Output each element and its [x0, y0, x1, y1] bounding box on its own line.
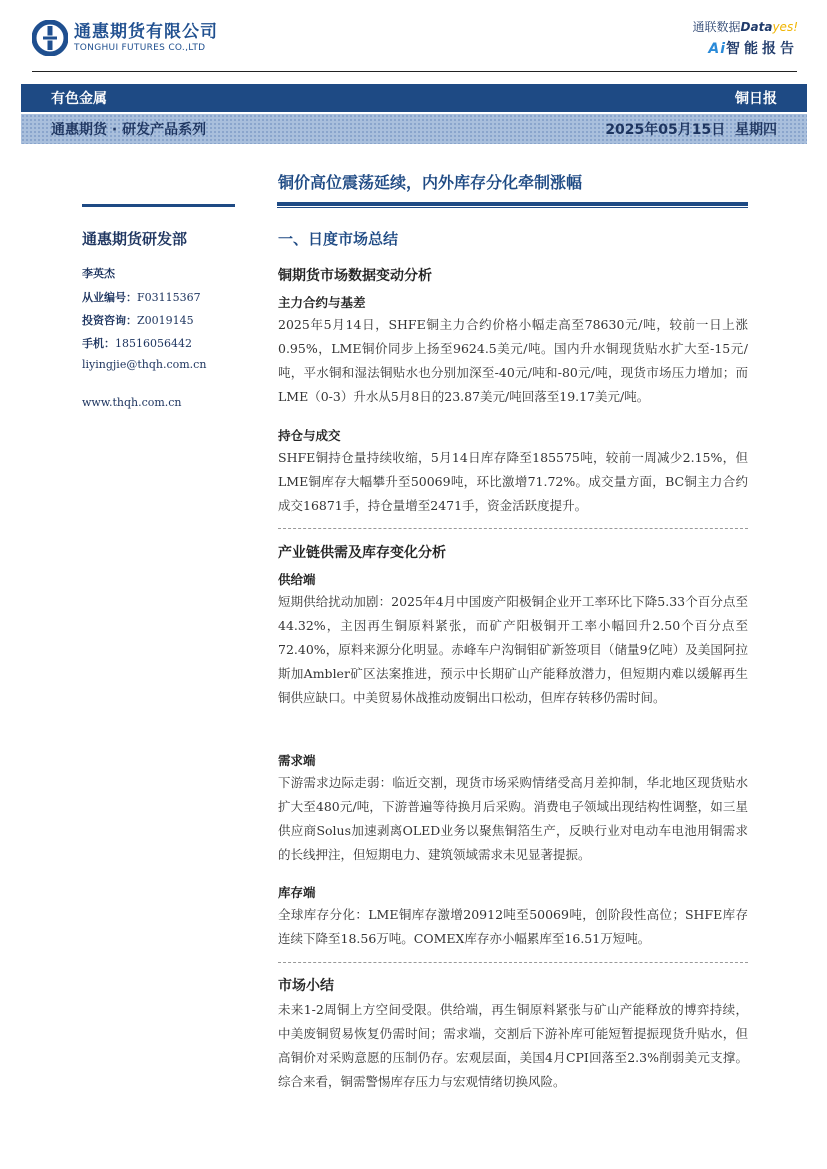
brand-data: Data	[740, 20, 773, 34]
basis-paragraph: 2025年5月14日，SHFE铜主力合约价格小幅走高至78630元/吨，较前一日上涨0.95%，LME铜价同步上扬至9624.5美元/吨。国内升水铜现货贴水扩大至-15元/吨，平水铜和湿法铜贴水也分别加深至-40元/吨和-80元/吨，现货市场压力增加；而LME（0-3）升水从5月8日的23.87美元/吨回落至19.17美元/吨。	[278, 317, 748, 404]
company-logo-icon	[32, 20, 68, 56]
department-name: 通惠期货研发部	[82, 230, 188, 248]
report-type-label: 铜日报	[735, 91, 777, 107]
analyst-name: 李英杰	[82, 267, 115, 280]
position-paragraph: SHFE铜持仓量持续收缩，5月14日库存降至185575吨，较前一周减少2.15%，但LME铜库存大幅攀升至50069吨，环比激增71.72%。成交量方面，BC铜主力合约成交16871手，持仓量增至2471手，资金活跃度提升。	[278, 450, 748, 513]
supply-paragraph: 短期供给扰动加剧：2025年4月中国废产阳极铜企业开工率环比下降5.33个百分点至44.32%，主因再生铜原料紧张，而矿产阳极铜开工率小幅回升2.50个百分点至72.40%，原料来源分化明显。赤峰车户沟铜钼矿新签项目（储量9亿吨）及美国阿拉斯加Ambler矿区法案推进，预示中长期矿山产能释放潜力，但短期内难以缓解再生铜供应缺口。中美贸易休战推动废铜出口松动，但库存转移仍需时间。	[278, 594, 748, 705]
sidebar-divider	[82, 204, 235, 207]
datayes-brand	[693, 20, 798, 59]
series-band	[21, 114, 807, 144]
inventory-paragraph: 全球库存分化：LME铜库存激增20912吨至50069吨，创阶段性高位；SHFE库存连续下降至18.56万吨。COMEX库存亦小幅累库至16.51万短吨。	[278, 907, 748, 946]
title-underline-thin	[277, 207, 748, 208]
basis-heading: 主力合约与基差	[278, 295, 366, 310]
dashed-divider	[278, 528, 748, 529]
inventory-heading: 库存端	[278, 885, 316, 900]
category-band	[21, 84, 807, 112]
website-link[interactable]: www.thqh.com.cn	[82, 396, 182, 409]
company-logo	[32, 20, 218, 56]
email-link[interactable]: liyingjie@thqh.com.cn	[82, 358, 207, 371]
header-divider	[32, 71, 797, 72]
brand-report-label: 智能报告	[726, 41, 798, 57]
report-date: 2025年05月15日 星期四	[605, 122, 777, 138]
title-underline	[277, 202, 748, 206]
company-name-cn: 通惠期货有限公司	[74, 22, 218, 42]
phone-number: 手机：18516056442	[82, 337, 192, 350]
company-name-en: TONGHUI FUTURES CO.,LTD	[74, 43, 206, 53]
position-heading: 持仓与成交	[278, 428, 341, 443]
subsection-market-data: 铜期货市场数据变动分析	[278, 268, 432, 284]
supply-heading: 供给端	[278, 572, 316, 587]
license-number: 从业编号：F03115367	[82, 291, 201, 304]
category-label: 有色金属	[51, 91, 107, 107]
demand-heading: 需求端	[278, 753, 316, 768]
demand-paragraph: 下游需求边际走弱：临近交割，现货市场采购情绪受高月差抑制，华北地区现货贴水扩大至480元/吨，下游普遍等待换月后采购。消费电子领域出现结构性调整，如三星供应商Solus加速剥离OLED业务以聚焦铜箔生产，反映行业对电动车电池用铜需求的长线押注，但短期电力、建筑领域需求未见显著提振。	[278, 775, 748, 862]
brand-yes: yes!	[772, 20, 798, 34]
report-title: 铜价高位震荡延续，内外库存分化牵制涨幅	[278, 173, 583, 192]
summary-heading: 市场小结	[278, 978, 334, 994]
brand-ai: Ai	[708, 41, 726, 57]
series-label: 通惠期货 · 研发产品系列	[51, 122, 207, 138]
summary-paragraph: 未来1-2周铜上方空间受限。供给端，再生铜原料紧张与矿山产能释放的博弈持续，中美废铜贸易恢复仍需时间；需求端，交割后下游补库可能短暂提振现货升贴水，但高铜价对采购意愿的压制仍存。宏观层面，美国4月CPI回落至2.3%削弱美元支撑。综合来看，铜需警惕库存压力与宏观情绪切换风险。	[278, 1002, 748, 1089]
brand-prefix: 通联数据	[692, 20, 741, 34]
consult-number: 投资咨询：Z0019145	[82, 314, 194, 327]
subsection-supply-demand: 产业链供需及库存变化分析	[278, 545, 446, 561]
dashed-divider	[278, 962, 748, 963]
section-heading: 一、日度市场总结	[278, 230, 399, 248]
